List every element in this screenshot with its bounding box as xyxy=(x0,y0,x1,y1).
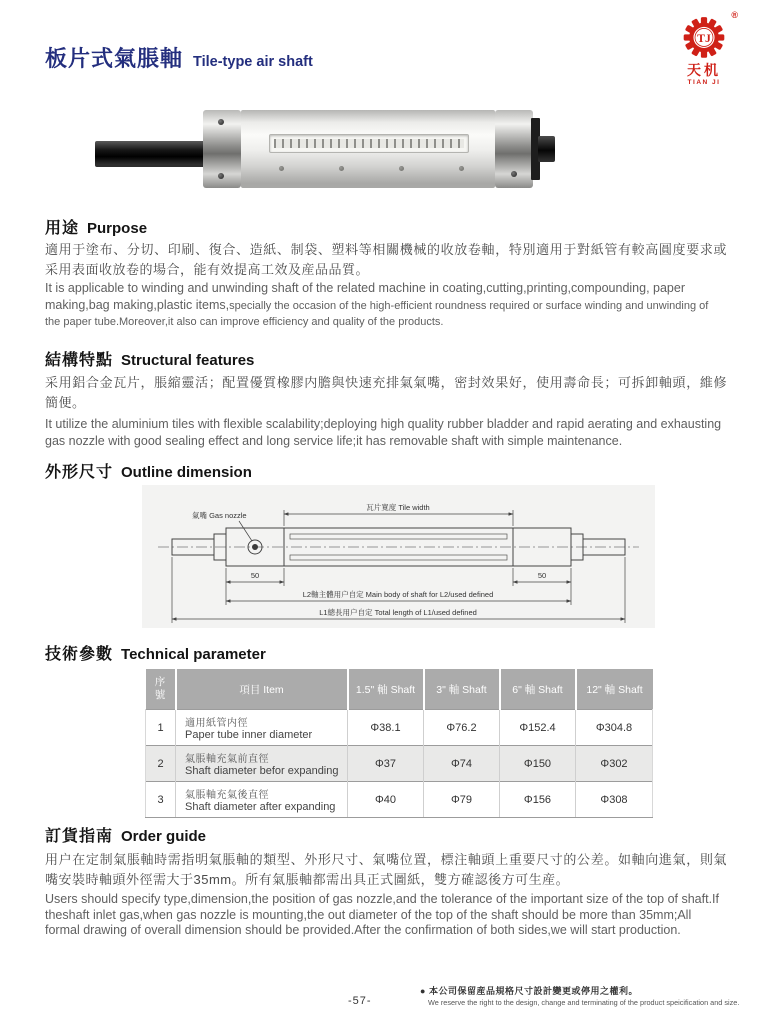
page-title-en: Tile-type air shaft xyxy=(193,54,313,70)
table-row xyxy=(146,710,653,746)
row-value: Φ40 xyxy=(348,782,424,818)
gear-logo-icon xyxy=(679,14,729,64)
structural-text-cn: 采用鋁合金瓦片，脹縮靈活；配置優質橡膠内膽與快速充排氣氣嘴，密封效果好，使用壽命長；可拆卸軸頭，維修簡便。 xyxy=(45,375,727,410)
slot-teeth xyxy=(274,139,464,148)
row-item-cn: 氣脹軸充氣前直徑 xyxy=(185,754,269,765)
row-no: 1 xyxy=(146,710,176,746)
purpose-text-en-2: specially the occasion of the high-efficient roundness required or surface winding and unwinding of the paper tube.Moreover,it also can improve efficiency and quality of the products. xyxy=(45,299,709,329)
order-heading-cn: 訂貨指南 xyxy=(45,828,114,845)
structural-heading-cn: 結構特點 xyxy=(45,352,114,369)
col-header-6in: 6" 軸 Shaft xyxy=(500,669,576,710)
l2-label: L2軸主體用户自定 Main body of shaft for L2/used defined xyxy=(302,590,494,599)
screw-dot xyxy=(218,173,224,179)
tile-groove-lines xyxy=(290,534,507,560)
row-value: Φ37 xyxy=(348,746,424,782)
section-heading-outline xyxy=(45,459,252,482)
technical-heading-cn: 技術參數 xyxy=(45,646,114,663)
row-no: 3 xyxy=(146,782,176,818)
company-logo xyxy=(668,10,740,86)
row-item-en: Shaft diameter after expanding xyxy=(185,801,336,813)
purpose-text-en xyxy=(45,280,723,330)
aluminium-barrel xyxy=(241,110,495,188)
page-title-cn: 板片式氣脹軸 xyxy=(45,46,184,71)
footer-note-cn xyxy=(420,984,752,997)
purpose-text-en-1: It is applicable to winding and unwinding shaft of the related machine in coating,cutting,printing,compounding, paper making,bag making,plastic items, xyxy=(45,281,685,312)
col-header-no: 序號 xyxy=(146,669,176,710)
row-value: Φ38.1 xyxy=(348,710,424,746)
row-item-cn: 氣脹軸充氣後直徑 xyxy=(185,790,269,801)
outline-drawing-svg xyxy=(142,485,655,628)
order-text-cn: 用户在定制氣脹軸時需指明氣脹軸的類型、外形尺寸、氣嘴位置，標注軸頭上重要尺寸的公差。如軸向進氣，則氣嘴安裝時軸頭外徑需大于35mm。所有氣脹軸都需出具正式圖紙，雙方確認後方可生産。 xyxy=(45,852,727,887)
chrome-collar-left xyxy=(203,110,241,188)
key-slot xyxy=(269,134,469,153)
footer-note xyxy=(420,984,752,1007)
l1-label: L1總長用户自定 Total length of L1/used defined xyxy=(319,608,477,617)
section-heading-structural xyxy=(45,347,254,370)
section-heading-order xyxy=(45,823,206,846)
chrome-collar-right xyxy=(495,110,533,188)
screw-dot xyxy=(511,171,517,177)
row-item-en: Shaft diameter befor expanding xyxy=(185,765,339,777)
tile-width-label: 瓦片寬度 Tile width xyxy=(366,503,430,512)
technical-heading-en: Technical parameter xyxy=(121,646,266,663)
table-row xyxy=(146,746,653,782)
row-value: Φ304.8 xyxy=(576,710,653,746)
page-title xyxy=(45,42,313,73)
row-value: Φ156 xyxy=(500,782,576,818)
col-header-1-5in: 1.5" 軸 Shaft xyxy=(348,669,424,710)
row-value: Φ150 xyxy=(500,746,576,782)
gas-nozzle-center xyxy=(252,544,258,550)
footer-note-cn-text: 本公司保留産品規格尺寸設計變更或停用之權利。 xyxy=(428,986,638,996)
bullet-icon: ● xyxy=(420,986,426,996)
purpose-heading-cn: 用途 xyxy=(45,220,80,237)
order-text-en: Users should specify type,dimension,the position of gas nozzle,and the tolerance of the important size of the top of shaft.If theshaft inlet gas,when gas nozzle is mounting,the out diameter of the top of the shaft should be more than 35mm;All formal drawing of overall dimension should be provided.After the confirmation of both sides,we will start production. xyxy=(45,892,719,938)
row-value: Φ76.2 xyxy=(424,710,500,746)
registered-mark: ® xyxy=(731,10,738,20)
table-row xyxy=(146,782,653,818)
table-header-row xyxy=(146,669,653,710)
row-value: Φ302 xyxy=(576,746,653,782)
rivet-dot xyxy=(459,166,464,171)
row-value: Φ308 xyxy=(576,782,653,818)
section-heading-technical xyxy=(45,641,266,664)
dim-50-right: 50 xyxy=(537,571,547,580)
outline-drawing xyxy=(142,485,655,628)
page-number: -57- xyxy=(348,995,372,1007)
gas-nozzle-label: 氣嘴 Gas nozzle xyxy=(192,511,247,520)
col-header-item: 項目 Item xyxy=(176,669,348,710)
shaft-journal-left xyxy=(95,141,207,167)
row-item xyxy=(176,710,348,746)
rivet-dot xyxy=(339,166,344,171)
section-heading-purpose xyxy=(45,215,147,238)
col-header-12in: 12" 軸 Shaft xyxy=(576,669,653,710)
structural-text-en: It utilize the aluminium tiles with flexible scalability;deploying high quality rubber bladder and rapid aerating and exhausting gas nozzle with good sealing effect and long service life;it has removable shaft with simple maintenance. xyxy=(45,417,722,448)
row-item xyxy=(176,782,348,818)
row-item-en: Paper tube inner diameter xyxy=(185,729,313,741)
col-header-3in: 3" 軸 Shaft xyxy=(424,669,500,710)
screw-dot xyxy=(218,119,224,125)
outline-heading-en: Outline dimension xyxy=(121,464,252,481)
order-heading-en: Order guide xyxy=(121,828,207,845)
row-value: Φ152.4 xyxy=(500,710,576,746)
parameter-table xyxy=(145,669,653,818)
row-item-cn: 適用紙管内徑 xyxy=(185,718,248,729)
row-value: Φ79 xyxy=(424,782,500,818)
purpose-heading-en: Purpose xyxy=(87,220,148,237)
rivet-dot xyxy=(399,166,404,171)
outline-heading-cn: 外形尺寸 xyxy=(45,464,114,481)
structural-heading-en: Structural features xyxy=(121,352,255,369)
purpose-text-cn: 適用于塗布、分切、印刷、復合、造紙、制袋、塑料等相關機械的收放卷軸，特別適用于對紙管有較高圓度要求或采用表面收放卷的場合，能有效提高工效及産品品質。 xyxy=(45,242,727,277)
logo-name-cn: 天机 xyxy=(687,64,721,79)
row-value: Φ74 xyxy=(424,746,500,782)
logo-name-en: TIAN JI xyxy=(687,79,721,87)
logo-monogram: TJ xyxy=(697,32,711,46)
row-item xyxy=(176,746,348,782)
gas-nozzle-leader xyxy=(239,521,252,541)
product-photo xyxy=(95,104,555,200)
dim-50-left: 50 xyxy=(250,571,260,580)
rivet-dot xyxy=(279,166,284,171)
footer-note-en: We reserve the right to the design, change and terminating of the product speicification and size. xyxy=(428,998,740,1007)
gas-nozzle-knob xyxy=(538,136,555,162)
row-no: 2 xyxy=(146,746,176,782)
